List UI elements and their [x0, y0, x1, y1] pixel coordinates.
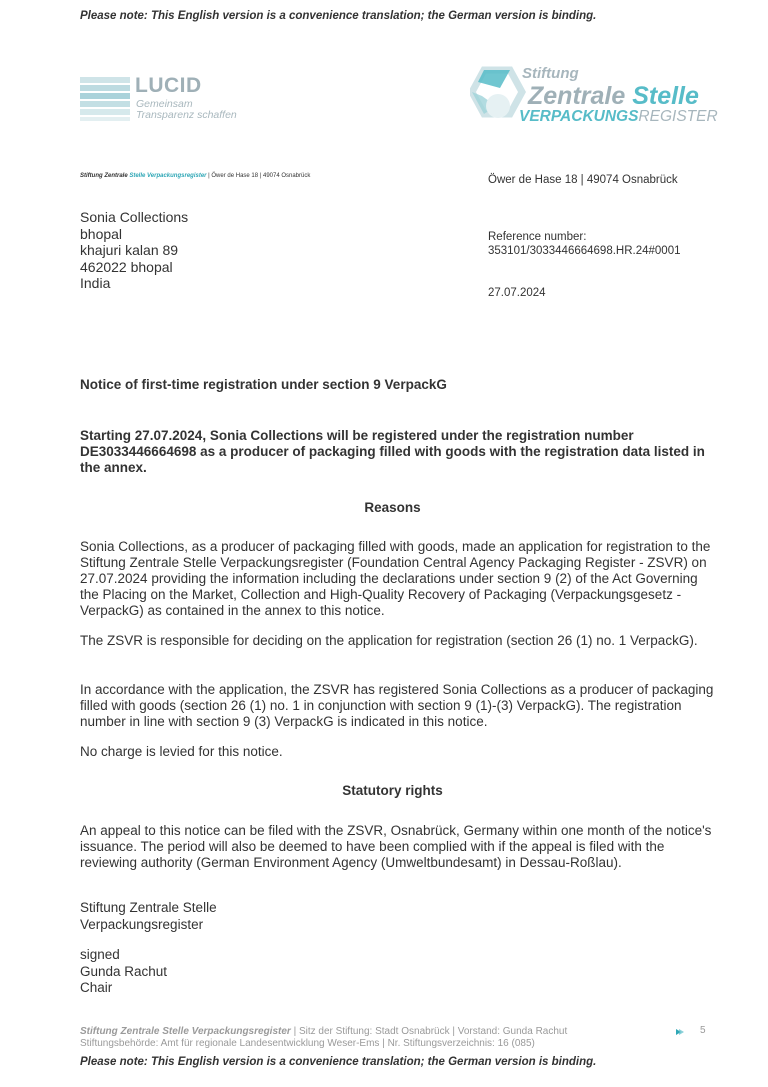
signature-block: signed Gunda Rachut Chair — [80, 947, 168, 995]
reasons-paragraph: The ZSVR is responsible for deciding on the application for registration (section 26 (1) no. 1 VerpackG). — [80, 633, 698, 648]
bottom-translation-note: Please note: This English version is a convenience translation; the German version is binding. — [80, 1056, 597, 1068]
footer-line-2: Stiftungsbehörde: Amt für regionale Landesentwicklung Weser-Ems | Nr. Stiftungsverzeichnis: 16 (085) — [80, 1038, 535, 1049]
signature-organisation: Stiftung Zentrale Stelle Verpackungsregister — [80, 900, 217, 932]
recipient-line: 462022 bhopal — [80, 258, 173, 275]
zsvr-logo-icon — [470, 66, 526, 124]
document-date: 27.07.2024 — [488, 287, 546, 299]
footer-line-1: Stiftung Zentrale Stelle Verpackungsregister | Sitz der Stiftung: Stadt Osnabrück | Vorstand: Gunda Rachut — [80, 1026, 568, 1037]
top-translation-note: Please note: This English version is a convenience translation; the German version is binding. — [80, 10, 597, 22]
page-number: 5 — [700, 1025, 706, 1036]
recipient-line: India — [80, 275, 111, 291]
reasons-heading: Reasons — [364, 500, 421, 515]
lucid-logo-icon — [80, 77, 130, 121]
reference-number: Reference number: 353101/3033446664698.HR.24#0001 — [488, 231, 681, 257]
zsvr-logo-line3: VERPACKUNGSREGISTER — [519, 108, 718, 125]
zsvr-logo-line1: Stiftung — [522, 65, 579, 82]
zsvr-logo-line2: Zentrale Stelle — [528, 82, 699, 110]
recipient-address — [80, 209, 188, 292]
reasons-paragraph: In accordance with the application, the ZSVR has registered Sonia Collections as a producer of packaging filled with goods (section 26 (1) no. 1 in conjunction with section 9 (1)-(3) VerpackG). The registration number in line with section 9 (3) VerpackG is indicated in this notice. — [80, 682, 714, 729]
page-arrow-icon — [675, 1027, 685, 1037]
recipient-line: khajuri kalan 89 — [80, 242, 179, 258]
lucid-logo-subtitle: Gemeinsam Transparenz schaffen — [136, 98, 237, 121]
statutory-rights-paragraph: An appeal to this notice can be filed with the ZSVR, Osnabrück, Germany within one month of the notice's issuance. The period will also be deemed to have been complied with if the appeal is filed with the reviewing authority (German Environment Agency (Umweltbundesamt) in Dessau-Roßlau). — [80, 823, 712, 870]
decision-paragraph: Starting 27.07.2024, Sonia Collections will be registered under the registration number DE3033446664698 as a producer of packaging filled with goods with the registration data listed in the annex. — [80, 428, 705, 475]
reasons-paragraph: Sonia Collections, as a producer of packaging filled with goods, made an application for registration to the Stiftung Zentrale Stelle Verpackungsregister (Foundation Central Agency Packaging Register - ZSVR) on 27.07.2024 providing the information including the declarations under section 9 (2) of the Act Governing the Placing on the Market, Collection and High-Quality Recovery of Packaging (Verpackungsgesetz - VerpackG) as contained in the annex to this notice. — [80, 539, 711, 618]
reasons-paragraph: No charge is levied for this notice. — [80, 744, 283, 759]
recipient-line: Sonia Collections — [80, 209, 189, 225]
notice-subject: Notice of first-time registration under section 9 VerpackG — [80, 377, 447, 392]
agency-address: Öwer de Hase 18 | 49074 Osnabrück — [488, 174, 678, 186]
lucid-logo-word: LUCID — [135, 74, 202, 97]
statutory-rights-heading: Statutory rights — [342, 783, 443, 798]
recipient-line: bhopal — [80, 225, 123, 242]
sender-return-address: Stiftung Zentrale Stelle Verpackungsregister | Öwer de Hase 18 | 49074 Osnabrück — [80, 173, 311, 179]
